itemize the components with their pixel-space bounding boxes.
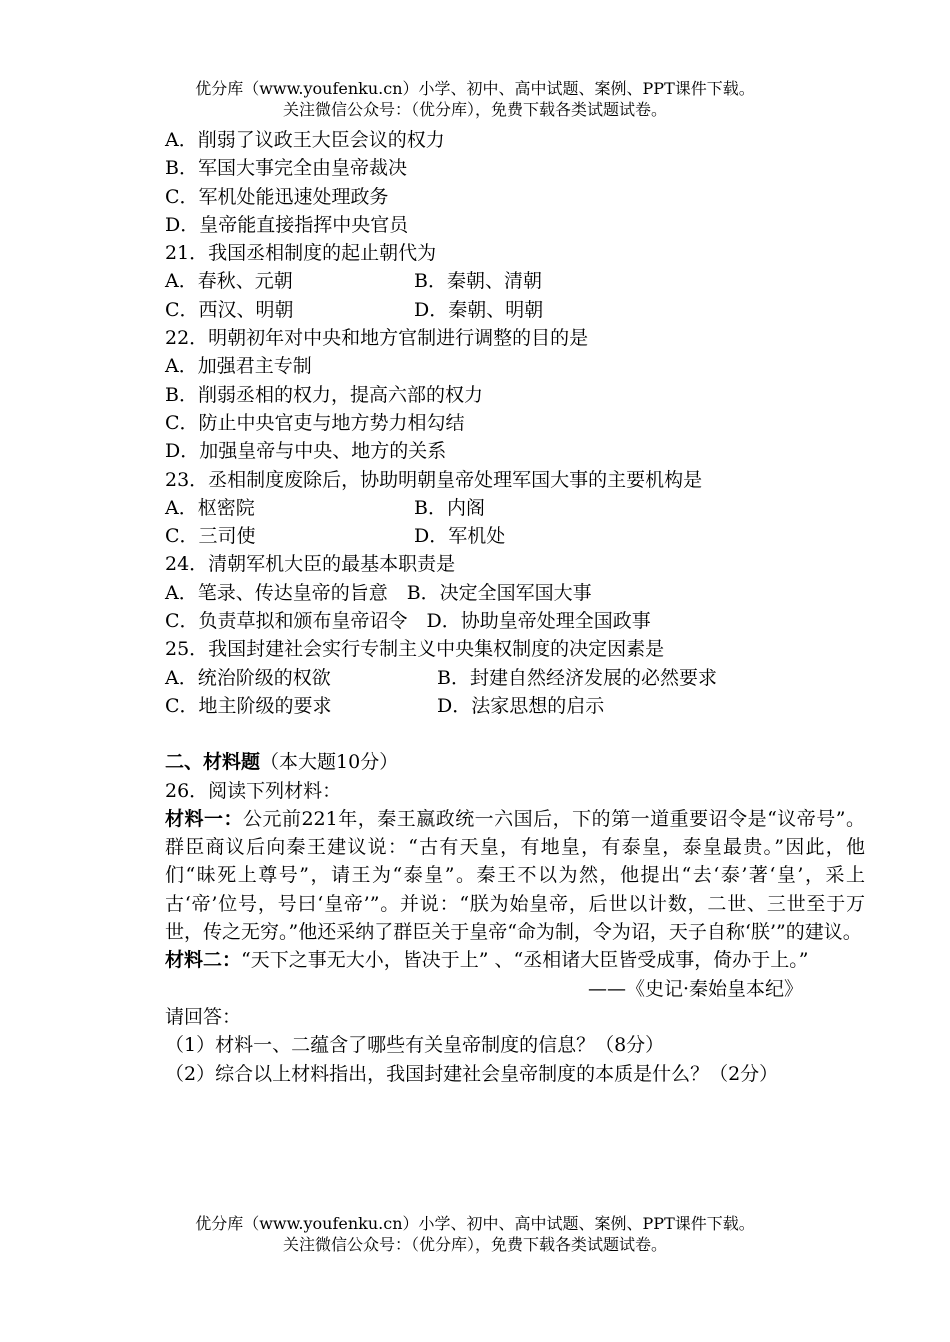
q25-option-c: C．地主阶级的要求 — [165, 694, 332, 717]
material-1 — [165, 805, 865, 946]
q21-option-d: D．秦朝、明朝 — [414, 298, 544, 321]
footer-line-1: 优分库（www.youfenku.cn）小学、初中、高中试题、案例、PPT课件下载。 — [195, 1214, 755, 1233]
q25-options-row-1 — [165, 664, 865, 692]
q21-option-c: C．西汉、明朝 — [165, 298, 294, 321]
material-source: ——《史记·秦始皇本纪》 — [587, 977, 803, 1000]
page-header — [0, 78, 950, 120]
q20-option-a: A．削弱了议政王大臣会议的权力 — [165, 129, 445, 151]
answer-prompt: 请回答： — [165, 1005, 242, 1028]
sub-question-1: （1）材料一、二蕴含了哪些有关皇帝制度的信息？（8分） — [165, 1034, 665, 1057]
q26-stem: 26．阅读下列材料： — [165, 779, 342, 802]
q21-option-b: B．秦朝、清朝 — [414, 270, 542, 293]
q23-stem: 23．丞相制度废除后，协助明朝皇帝处理军国大事的主要机构是 — [165, 468, 703, 491]
q22-option-d: D．加强皇帝与中央、地方的关系 — [165, 440, 447, 463]
q20-option-c: C．军机处能迅速处理政务 — [165, 185, 389, 208]
q24-options-cd: C．负责草拟和颁布皇帝诏令 D．协助皇帝处理全国政事 — [165, 610, 651, 633]
material-2-text: “天下之事无大小，皆决于上” 、“丞相诸大臣皆受成事，倚办于上。” — [241, 949, 809, 972]
section2-note: （本大题10分） — [260, 751, 399, 774]
q21-stem: 21．我国丞相制度的起止朝代为 — [165, 242, 437, 265]
q21-option-a: A．春秋、元朝 — [165, 270, 293, 293]
exam-body — [165, 126, 865, 1088]
q25-option-a: A．统治阶级的权欲 — [165, 666, 331, 689]
q23-option-a: A．枢密院 — [165, 496, 255, 519]
q23-options-row-1 — [165, 494, 865, 522]
q22-option-a: A．加强君主专制 — [165, 355, 312, 378]
q22-option-c: C．防止中央官吏与地方势力相勾结 — [165, 411, 465, 434]
header-line-2: 关注微信公众号：（优分库），免费下载各类试题试卷。 — [282, 100, 667, 119]
material-2 — [165, 946, 865, 974]
material-1-text: 公元前221年，秦王嬴政统一六国后，下的第一道重要诏令是“议帝号”。群臣商议后向秦王建议说：“古有天皇，有地皇，有泰皇，泰皇最贵。”因此，他们“昧死上尊号”，请王为“泰皇”。秦王不以为然，他提出“去‘泰’著‘皇’，采上古‘帝’位号，号曰‘皇帝’”。并说：“朕为始皇帝，后世以计数，二世、三世至于万世，传之无穷。”他还采纳了群臣关于皇帝“命为制，令为诏，天子自称‘朕’”的建议。 — [165, 807, 865, 944]
q21-options-row-1 — [165, 267, 865, 295]
q25-options-row-2 — [165, 692, 865, 720]
q23-options-row-2 — [165, 522, 865, 550]
material-2-label: 材料二： — [165, 949, 242, 972]
page-footer — [0, 1213, 950, 1255]
footer-line-2: 关注微信公众号：（优分库），免费下载各类试题试卷。 — [282, 1235, 667, 1254]
sub-question-2: （2）综合以上材料指出，我国封建社会皇帝制度的本质是什么？（2分） — [165, 1062, 779, 1085]
q20-option-b: B．军国大事完全由皇帝裁决 — [165, 157, 407, 180]
section2-title: 二、材料题 — [165, 751, 261, 774]
q23-option-d: D．军机处 — [414, 525, 506, 548]
q22-stem: 22．明朝初年对中央和地方官制进行调整的目的是 — [165, 327, 589, 350]
q25-stem: 25．我国封建社会实行专制主义中央集权制度的决定因素是 — [165, 638, 665, 661]
material-1-label: 材料一： — [165, 807, 243, 830]
q23-option-b: B．内阁 — [414, 496, 485, 519]
q22-option-b: B．削弱丞相的权力，提高六部的权力 — [165, 383, 483, 406]
q24-options-ab: A．笔录、传达皇帝的旨意 B．决定全国军国大事 — [165, 581, 592, 604]
header-line-1: 优分库（www.youfenku.cn）小学、初中、高中试题、案例、PPT课件下载。 — [195, 79, 755, 98]
q24-stem: 24．清朝军机大臣的最基本职责是 — [165, 553, 456, 576]
q25-option-d: D．法家思想的启示 — [437, 694, 605, 717]
q23-option-c: C．三司使 — [165, 525, 256, 548]
section-spacer — [165, 720, 865, 748]
q20-option-d: D．皇帝能直接指挥中央官员 — [165, 213, 409, 236]
q25-option-b: B．封建自然经济发展的必然要求 — [437, 666, 717, 689]
q21-options-row-2 — [165, 296, 865, 324]
section2-heading — [165, 748, 865, 776]
